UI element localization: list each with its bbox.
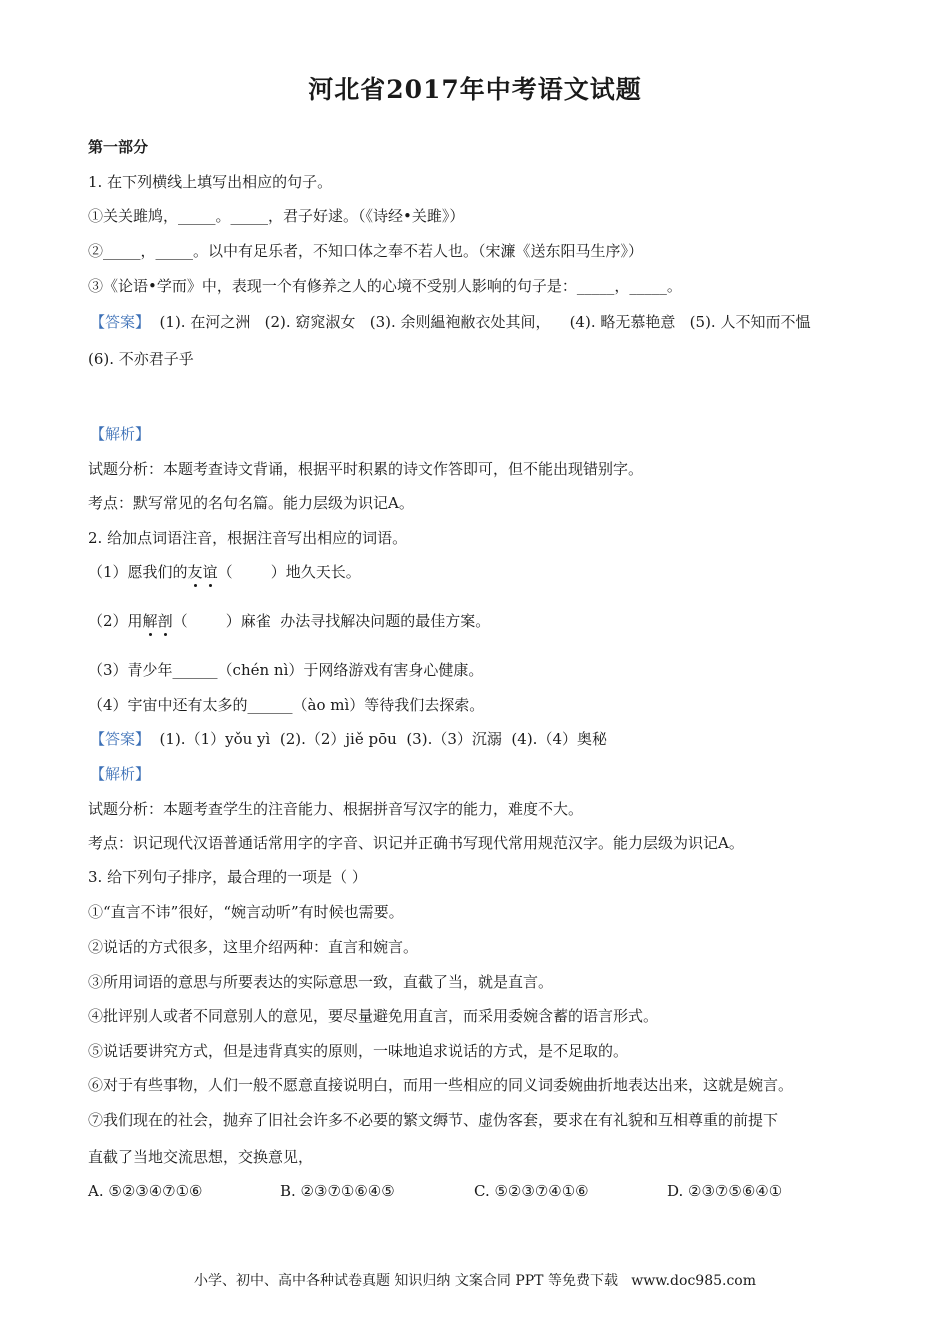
q3-option-a: A. ⑤②③④⑦①⑥ (88, 1182, 203, 1200)
answer-tag: 【答案】 (90, 313, 151, 331)
q1-answer (90, 312, 810, 332)
dotted-char: 解 (142, 612, 158, 630)
q1-line-2: ②_____，_____。以中有足乐者，不知口体之奉不若人也。（宋濂《送东阳马生序》） (88, 242, 644, 260)
q1-analysis: 试题分析：本题考查诗文背诵，根据平时积累的诗文作答即可，但不能出现错别字。 (88, 460, 644, 478)
page-footer: 小学、初中、高中各种试卷真题 知识归纳 文案合同 PPT 等免费下载 www.doc985.com (193, 1273, 756, 1289)
q1-point: 考点：默写常见的名句名篇。能力层级为识记A。 (88, 494, 414, 512)
q3-sentence-7a: ⑦我们现在的社会，抛弃了旧社会许多不必要的繁文缛节、虚伪客套，要求在有礼貌和互相尊重的前提下 (88, 1111, 779, 1129)
q3-sentence-2: ②说话的方式很多，这里介绍两种：直言和婉言。 (88, 938, 419, 956)
q2-answer-text: (1).（1）yǒu yì (2).（2）jiě pōu (3).（3）沉溺 (4).（4）奥秘 (150, 730, 607, 748)
q2-line-4: （4）宇宙中还有太多的______（ào mì）等待我们去探索。 (88, 696, 485, 714)
q3-sentence-6: ⑥对于有些事物，人们一般不愿意直接说明白，而用一些相应的同义词委婉曲折地表达出来，这就是婉言。 (88, 1076, 794, 1094)
q2-line-1-suffix: （ ）地久天长。 (217, 563, 361, 581)
dotted-char: 友 (187, 563, 203, 581)
dotted-char: 谊 (202, 563, 218, 581)
q2-line-2 (88, 611, 490, 631)
q1-answer-text-1: (1). 在河之洲 (2). 窈窕淑女 (3). 余则緼袍敝衣处其间， (4). 略无慕艳意 (5). 人不知而不愠 (150, 313, 811, 331)
q2-line-1-prefix: （1）愿我们的 (88, 563, 188, 581)
section-heading: 第一部分 (88, 138, 149, 156)
q2-line-2-prefix: （2）用 (88, 612, 143, 630)
dotted-char: 剖 (157, 612, 173, 630)
q3-sentence-5: ⑤说话要讲究方式，但是违背真实的原则，一味地追求说话的方式，是不足取的。 (88, 1042, 629, 1060)
q3-option-c: C. ⑤②③⑦④①⑥ (474, 1182, 589, 1200)
q3-sentence-4: ④批评别人或者不同意别人的意见，要尽量避免用直言，而采用委婉含蓄的语言形式。 (88, 1007, 659, 1025)
q2-line-2-suffix: （ ）麻雀 办法寻找解决问题的最佳方案。 (172, 612, 491, 630)
q1-analysis-tag: 【解析】 (90, 425, 151, 443)
q2-point: 考点：识记现代汉语普通话常用字的字音、识记并正确书写现代常用规范汉字。能力层级为识记A。 (88, 834, 744, 852)
q3-sentence-1: ①“直言不讳”很好，“婉言动听”有时候也需要。 (88, 903, 404, 921)
q2-stem: 2. 给加点词语注音，根据注音写出相应的词语。 (88, 529, 408, 547)
q1-line-3: ③《论语•学而》中，表现一个有修养之人的心境不受别人影响的句子是：_____，_____。 (88, 277, 682, 295)
q3-stem: 3. 给下列句子排序，最合理的一项是（ ） (88, 868, 367, 886)
q3-option-b: B. ②③⑦①⑥④⑤ (280, 1182, 395, 1200)
q2-line-3: （3）青少年______（chén nì）于网络游戏有害身心健康。 (88, 661, 484, 679)
q2-analysis: 试题分析：本题考查学生的注音能力、根据拼音写汉字的能力，难度不大。 (88, 800, 584, 818)
q1-line-1: ①关关雎鸠，_____。_____，君子好逑。（《诗经•关雎》） (88, 207, 465, 225)
q3-sentence-3: ③所用词语的意思与所要表达的实际意思一致，直截了当，就是直言。 (88, 973, 554, 991)
q2-analysis-tag: 【解析】 (90, 765, 151, 783)
page-title: 河北省2017年中考语文试题 (308, 75, 642, 104)
q2-answer (90, 729, 607, 749)
q1-answer-text-2: (6). 不亦君子乎 (88, 350, 194, 368)
answer-tag: 【答案】 (90, 730, 151, 748)
q3-sentence-7b: 直截了当地交流思想，交换意见， (88, 1148, 314, 1166)
q2-line-1 (88, 562, 361, 582)
q1-stem: 1. 在下列横线上填写出相应的句子。 (88, 173, 333, 191)
q3-option-d: D. ②③⑦⑤⑥④① (667, 1182, 783, 1200)
